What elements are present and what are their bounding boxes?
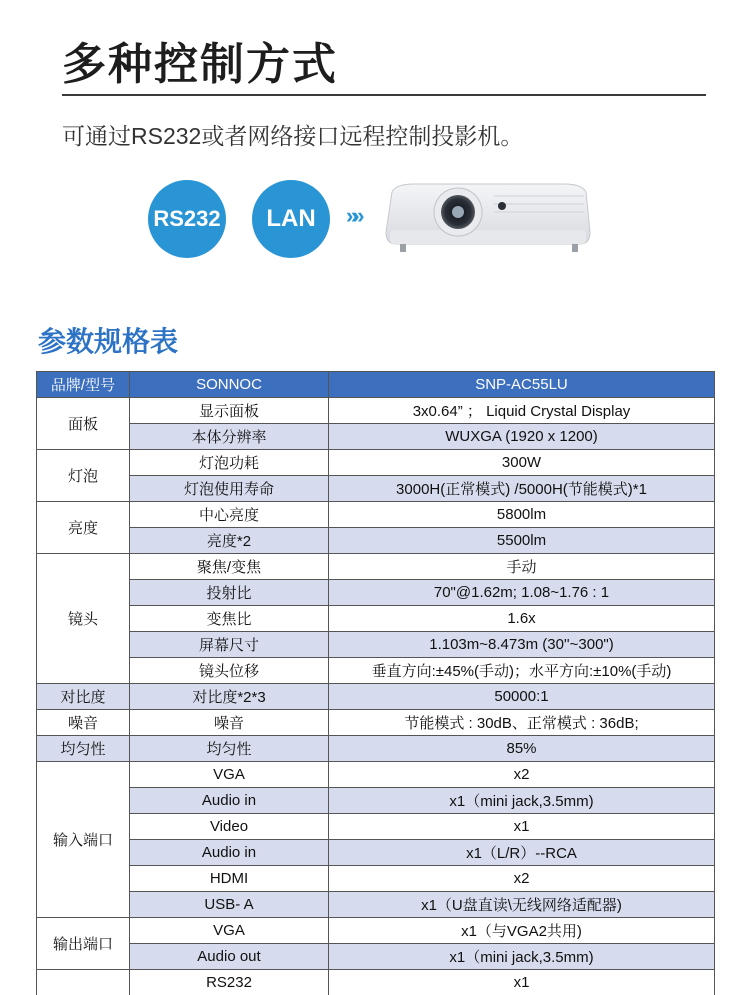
spec-item-value: 50000:1 (329, 684, 715, 710)
spec-item-value: x2 (329, 762, 715, 788)
spec-item-value: 1.103m~8.473m (30''~300") (329, 632, 715, 658)
spec-item-label: Video (130, 814, 329, 840)
spec-item-label: 均匀性 (130, 736, 329, 762)
spec-item-value: x1（mini jack,3.5mm) (329, 788, 715, 814)
header-model-name: SNP-AC55LU (329, 372, 715, 398)
spec-item-label: Audio in (130, 788, 329, 814)
spec-item-value: 70"@1.62m; 1.08~1.76 : 1 (329, 580, 715, 606)
spec-item-value: 3000H(正常模式) /5000H(节能模式)*1 (329, 476, 715, 502)
spec-table (36, 371, 715, 995)
spec-item-label: 本体分辨率 (130, 424, 329, 450)
spec-item-value: x2 (329, 866, 715, 892)
table-row (37, 554, 715, 580)
rs232-badge (148, 180, 226, 258)
spec-item-label: 灯泡功耗 (130, 450, 329, 476)
header-brand-model: 品牌/型号 (37, 372, 130, 398)
rs232-label: RS232 (153, 206, 221, 231)
spec-header-row (37, 372, 715, 398)
table-row (37, 658, 715, 684)
spec-item-label: 噪音 (130, 710, 329, 736)
spec-item-label: 中心亮度 (130, 502, 329, 528)
spec-group-label: 灯泡 (37, 450, 130, 502)
spec-item-value: 5500lm (329, 528, 715, 554)
table-row (37, 944, 715, 970)
spec-item-value: 1.6x (329, 606, 715, 632)
spec-item-value: x1（与VGA2共用) (329, 918, 715, 944)
spec-item-label: 变焦比 (130, 606, 329, 632)
table-row (37, 398, 715, 424)
table-row (37, 918, 715, 944)
spec-item-value: 3x0.64” ； Liquid Crystal Display (329, 398, 715, 424)
spec-group-label: 输出端口 (37, 918, 130, 970)
spec-item-label: Audio out (130, 944, 329, 970)
spec-item-label: VGA (130, 762, 329, 788)
spec-group-label: 对比度 (37, 684, 130, 710)
spec-item-label: 投射比 (130, 580, 329, 606)
projector-image (384, 182, 592, 262)
spec-table-body (37, 372, 715, 995)
table-row (37, 970, 715, 995)
spec-item-label: 亮度*2 (130, 528, 329, 554)
header-brand-name: SONNOC (130, 372, 329, 398)
table-row (37, 788, 715, 814)
table-row (37, 762, 715, 788)
table-row (37, 814, 715, 840)
spec-item-label: 镜头位移 (130, 658, 329, 684)
spec-item-label: 显示面板 (130, 398, 329, 424)
spec-group-label: 噪音 (37, 710, 130, 736)
spec-item-label: 聚焦/变焦 (130, 554, 329, 580)
spec-item-value: WUXGA (1920 x 1200) (329, 424, 715, 450)
spec-group-label: 均匀性 (37, 736, 130, 762)
spec-section-title: 参数规格表 (38, 326, 179, 357)
table-row (37, 528, 715, 554)
table-row (37, 502, 715, 528)
spec-group-label: 镜头 (37, 554, 130, 684)
table-row (37, 684, 715, 710)
spec-item-value: 300W (329, 450, 715, 476)
table-row (37, 866, 715, 892)
spec-group-label: 面板 (37, 398, 130, 450)
spec-item-label: 屏幕尺寸 (130, 632, 329, 658)
table-row (37, 476, 715, 502)
spec-item-value: x1（mini jack,3.5mm) (329, 944, 715, 970)
spec-item-label: RS232 (130, 970, 329, 995)
table-row (37, 580, 715, 606)
spec-item-value: 节能模式 : 30dB、正常模式 : 36dB; (329, 710, 715, 736)
spec-item-value: x1 (329, 814, 715, 840)
spec-group-label: 输入端口 (37, 762, 130, 918)
page-title: 多种控制方式 (62, 40, 338, 89)
spec-item-value: 手动 (329, 554, 715, 580)
table-row (37, 450, 715, 476)
table-row (37, 840, 715, 866)
page-subtitle: 可通过RS232或者网络接口远程控制投影机。 (62, 123, 524, 149)
table-row (37, 424, 715, 450)
spec-item-label: Audio in (130, 840, 329, 866)
title-divider (62, 94, 706, 96)
spec-item-value: 85% (329, 736, 715, 762)
spec-item-label: VGA (130, 918, 329, 944)
table-row (37, 892, 715, 918)
spec-group-label: 亮度 (37, 502, 130, 554)
spec-item-label: 对比度*2*3 (130, 684, 329, 710)
lan-label: LAN (266, 205, 316, 232)
spec-item-label: 灯泡使用寿命 (130, 476, 329, 502)
table-row (37, 736, 715, 762)
table-row (37, 632, 715, 658)
spec-group-label (37, 970, 130, 995)
lan-badge (252, 180, 330, 258)
spec-item-label: HDMI (130, 866, 329, 892)
double-chevron-right-icon: »» (346, 203, 359, 228)
table-row (37, 606, 715, 632)
spec-item-value: 5800lm (329, 502, 715, 528)
spec-item-value: x1（U盘直读\无线网络适配器) (329, 892, 715, 918)
spec-item-value: x1 (329, 970, 715, 995)
spec-item-value: x1（L/R）--RCA (329, 840, 715, 866)
table-row (37, 710, 715, 736)
spec-item-label: USB- A (130, 892, 329, 918)
spec-item-value: 垂直方向:±45%(手动)；水平方向:±10%(手动) (329, 658, 715, 684)
